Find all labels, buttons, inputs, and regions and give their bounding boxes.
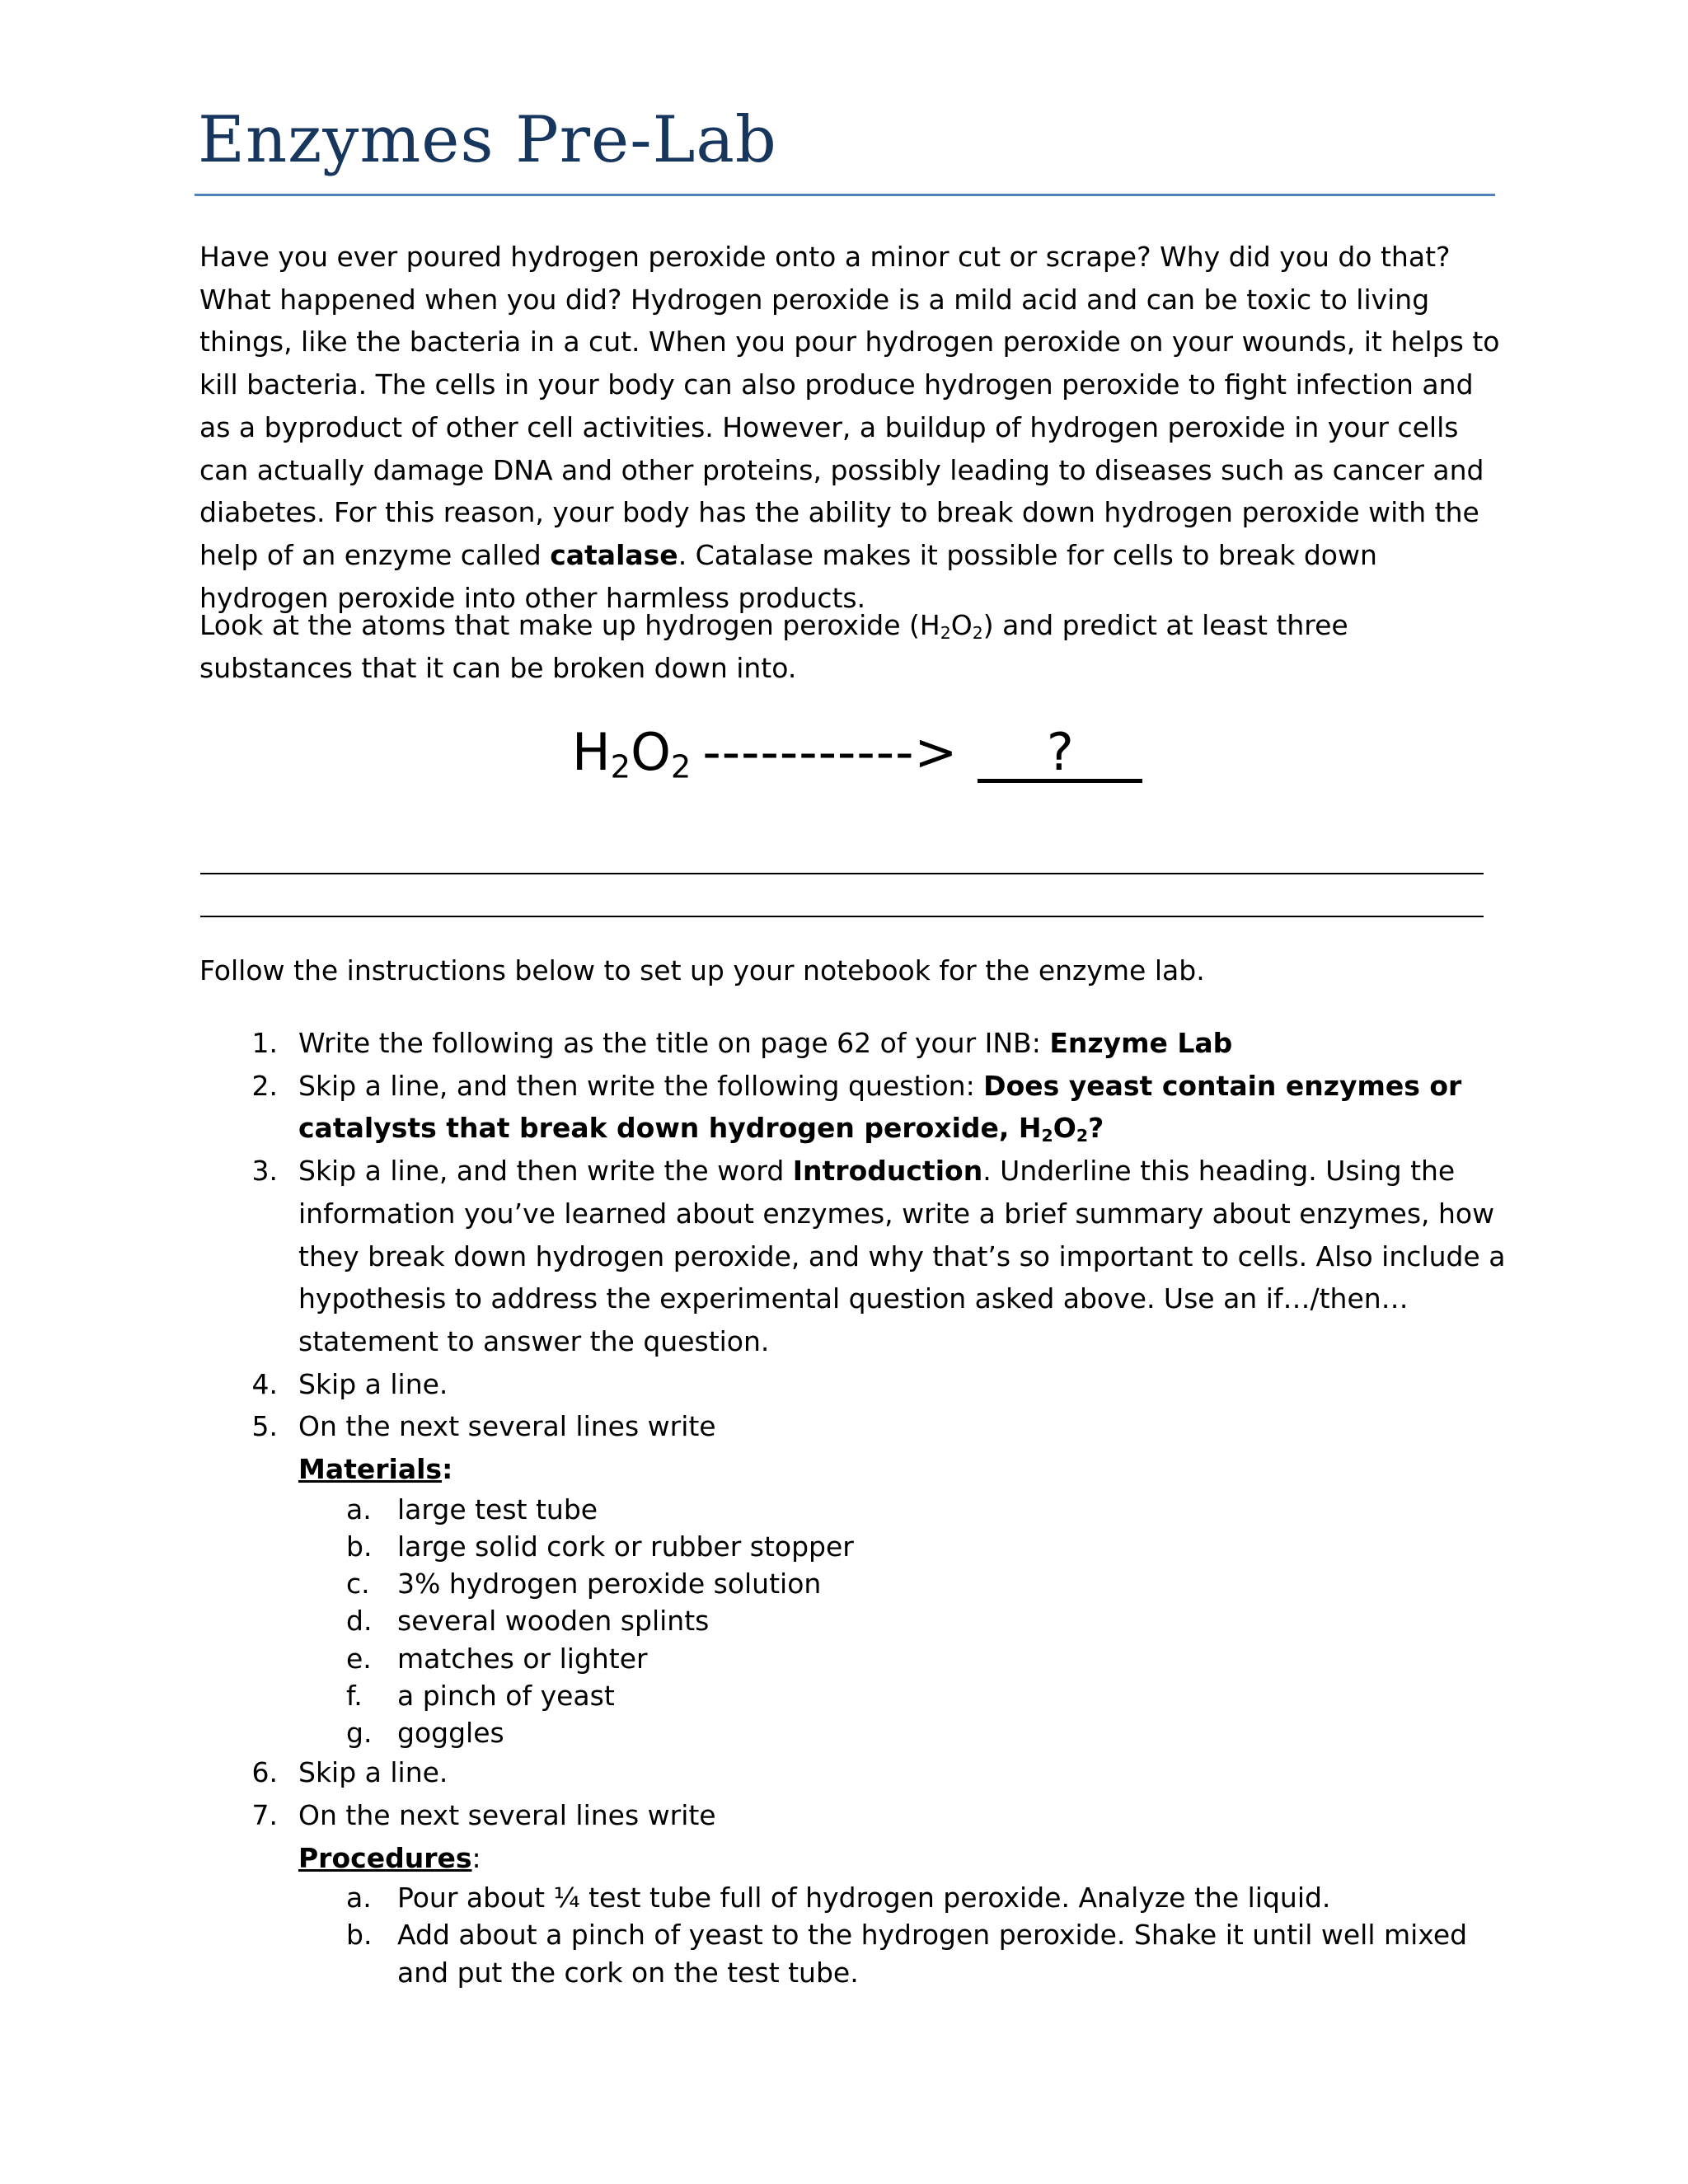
oxygen-symbol: O	[1053, 1112, 1076, 1145]
materials-list	[298, 1491, 1518, 1751]
predict-text-end: ) and predict at least three substances that it can be broken down into.	[199, 609, 1348, 684]
item-bold-text: Introduction	[792, 1155, 983, 1188]
list-item	[199, 1150, 1518, 1363]
question-mark: ?	[1088, 1112, 1104, 1145]
subscript: 2	[940, 623, 951, 644]
item-text: Skip a line, and then write the word	[298, 1155, 793, 1188]
instructions-intro: Follow the instructions below to set up your notebook for the enzyme lab.	[199, 954, 1205, 987]
item-letter: b.	[346, 1530, 373, 1563]
item-text: goggles	[397, 1716, 504, 1749]
item-text: Skip a line.	[298, 1367, 448, 1400]
item-letter: b.	[346, 1919, 373, 1952]
subscript: 2	[1041, 1126, 1053, 1146]
item-letter: a.	[346, 1882, 372, 1915]
procedures-list	[298, 1879, 1518, 1991]
item-text: matches or lighter	[397, 1642, 648, 1675]
intro-paragraph	[199, 236, 1510, 619]
item-number: 4.	[251, 1367, 278, 1400]
oxygen-symbol: O	[631, 722, 671, 782]
item-letter: e.	[346, 1642, 372, 1675]
list-item	[199, 1022, 1518, 1065]
item-text-end: . Underline this heading. Using the information you’ve learned about enzymes, write a brief summary about enzymes, how they break down hydrogen peroxide, and why that’s so important to cells. Also include a hypothesis to address the experimental question asked above. Use an if…/then… statement to answer the question.	[298, 1155, 1506, 1357]
answer-line	[200, 916, 1484, 917]
answer-blank: ?	[978, 725, 1142, 783]
heading-colon: :	[471, 1841, 481, 1874]
list-item	[199, 1677, 1518, 1714]
item-text: several wooden splints	[397, 1605, 710, 1638]
subscript: 2	[670, 748, 692, 786]
item-text: On the next several lines write	[298, 1798, 716, 1831]
materials-heading	[298, 1448, 1518, 1491]
item-letter: c.	[346, 1568, 370, 1601]
item-letter: d.	[346, 1605, 373, 1638]
subscript: 2	[610, 748, 631, 786]
list-item	[199, 1565, 1518, 1602]
list-item	[199, 1751, 1518, 1794]
reaction-equation	[572, 722, 1142, 786]
materials-heading-text: Materials	[298, 1453, 443, 1486]
item-text: Pour about ¼ test tube full of hydrogen peroxide. Analyze the liquid.	[397, 1882, 1331, 1915]
item-letter: f.	[346, 1679, 363, 1712]
hydrogen-symbol: H	[572, 722, 611, 782]
page-title: Enzymes Pre-Lab	[198, 103, 777, 177]
intro-text-end: . Catalase makes it possible for cells to break down hydrogen peroxide into other harmless products.	[199, 538, 1377, 614]
item-text: large solid cork or rubber stopper	[397, 1530, 854, 1563]
procedures-heading-text: Procedures	[298, 1841, 472, 1874]
list-item	[199, 1528, 1518, 1565]
instructions-list	[199, 1022, 1518, 1991]
item-text: On the next several lines write	[298, 1410, 716, 1443]
subscript: 2	[972, 623, 983, 644]
item-text: Skip a line.	[298, 1756, 448, 1789]
list-item	[199, 1794, 1518, 1991]
predict-text: Look at the atoms that make up hydrogen peroxide (H	[199, 609, 940, 641]
list-item	[199, 1405, 1518, 1751]
procedures-heading	[298, 1837, 1518, 1880]
item-bold-text: Enzyme Lab	[1049, 1027, 1233, 1059]
intro-text: Have you ever poured hydrogen peroxide onto a minor cut or scrape? Why did you do that? What happened when you did? Hydrogen peroxide is a mild acid and can be toxic to living things, like the bacteria in a cut. When you pour hydrogen peroxide on your wounds, it helps to kill bacteria. The cells in your body can also produce hydrogen peroxide to fight infection and as a byproduct of other cell activities. However, a buildup of hydrogen peroxide in your cells can actually damage DNA and other proteins, possibly leading to diseases such as cancer and diabetes. For this reason, your body has the ability to break down hydrogen peroxide with the help of an enzyme called	[199, 241, 1500, 571]
item-letter: a.	[346, 1493, 372, 1526]
item-text: 3% hydrogen peroxide solution	[397, 1568, 822, 1601]
answer-line	[200, 873, 1484, 874]
list-item	[199, 1916, 1518, 1990]
item-number: 6.	[251, 1756, 278, 1789]
item-text: Write the following as the title on page 62 of your INB:	[298, 1027, 1050, 1059]
heading-colon: :	[442, 1453, 453, 1486]
question-text: Does yeast contain enzymes or catalysts that break down hydrogen peroxide, H	[298, 1069, 1462, 1145]
item-text: Add about a pinch of yeast to the hydrogen peroxide. Shake it until well mixed and put the cork on the test tube.	[397, 1919, 1468, 1989]
list-item	[199, 1491, 1518, 1528]
item-number: 5.	[251, 1410, 278, 1443]
list-item	[199, 1640, 1518, 1677]
item-text: large test tube	[397, 1493, 598, 1526]
item-letter: g.	[346, 1716, 373, 1749]
item-number: 7.	[251, 1798, 278, 1831]
item-number: 1.	[251, 1027, 278, 1059]
predict-paragraph	[199, 604, 1510, 689]
item-number: 2.	[251, 1069, 278, 1102]
list-item	[199, 1602, 1518, 1639]
reaction-arrow: ----------->	[702, 722, 959, 782]
item-text: a pinch of yeast	[397, 1679, 615, 1712]
catalase-term: catalase	[550, 538, 678, 571]
title-underline	[195, 194, 1495, 196]
list-item	[199, 1065, 1518, 1150]
list-item	[199, 1879, 1518, 1916]
item-text: Skip a line, and then write the following question:	[298, 1069, 984, 1102]
item-number: 3.	[251, 1155, 278, 1188]
oxygen-symbol: O	[950, 609, 973, 641]
subscript: 2	[1076, 1126, 1089, 1146]
list-item	[199, 1363, 1518, 1406]
list-item	[199, 1714, 1518, 1751]
